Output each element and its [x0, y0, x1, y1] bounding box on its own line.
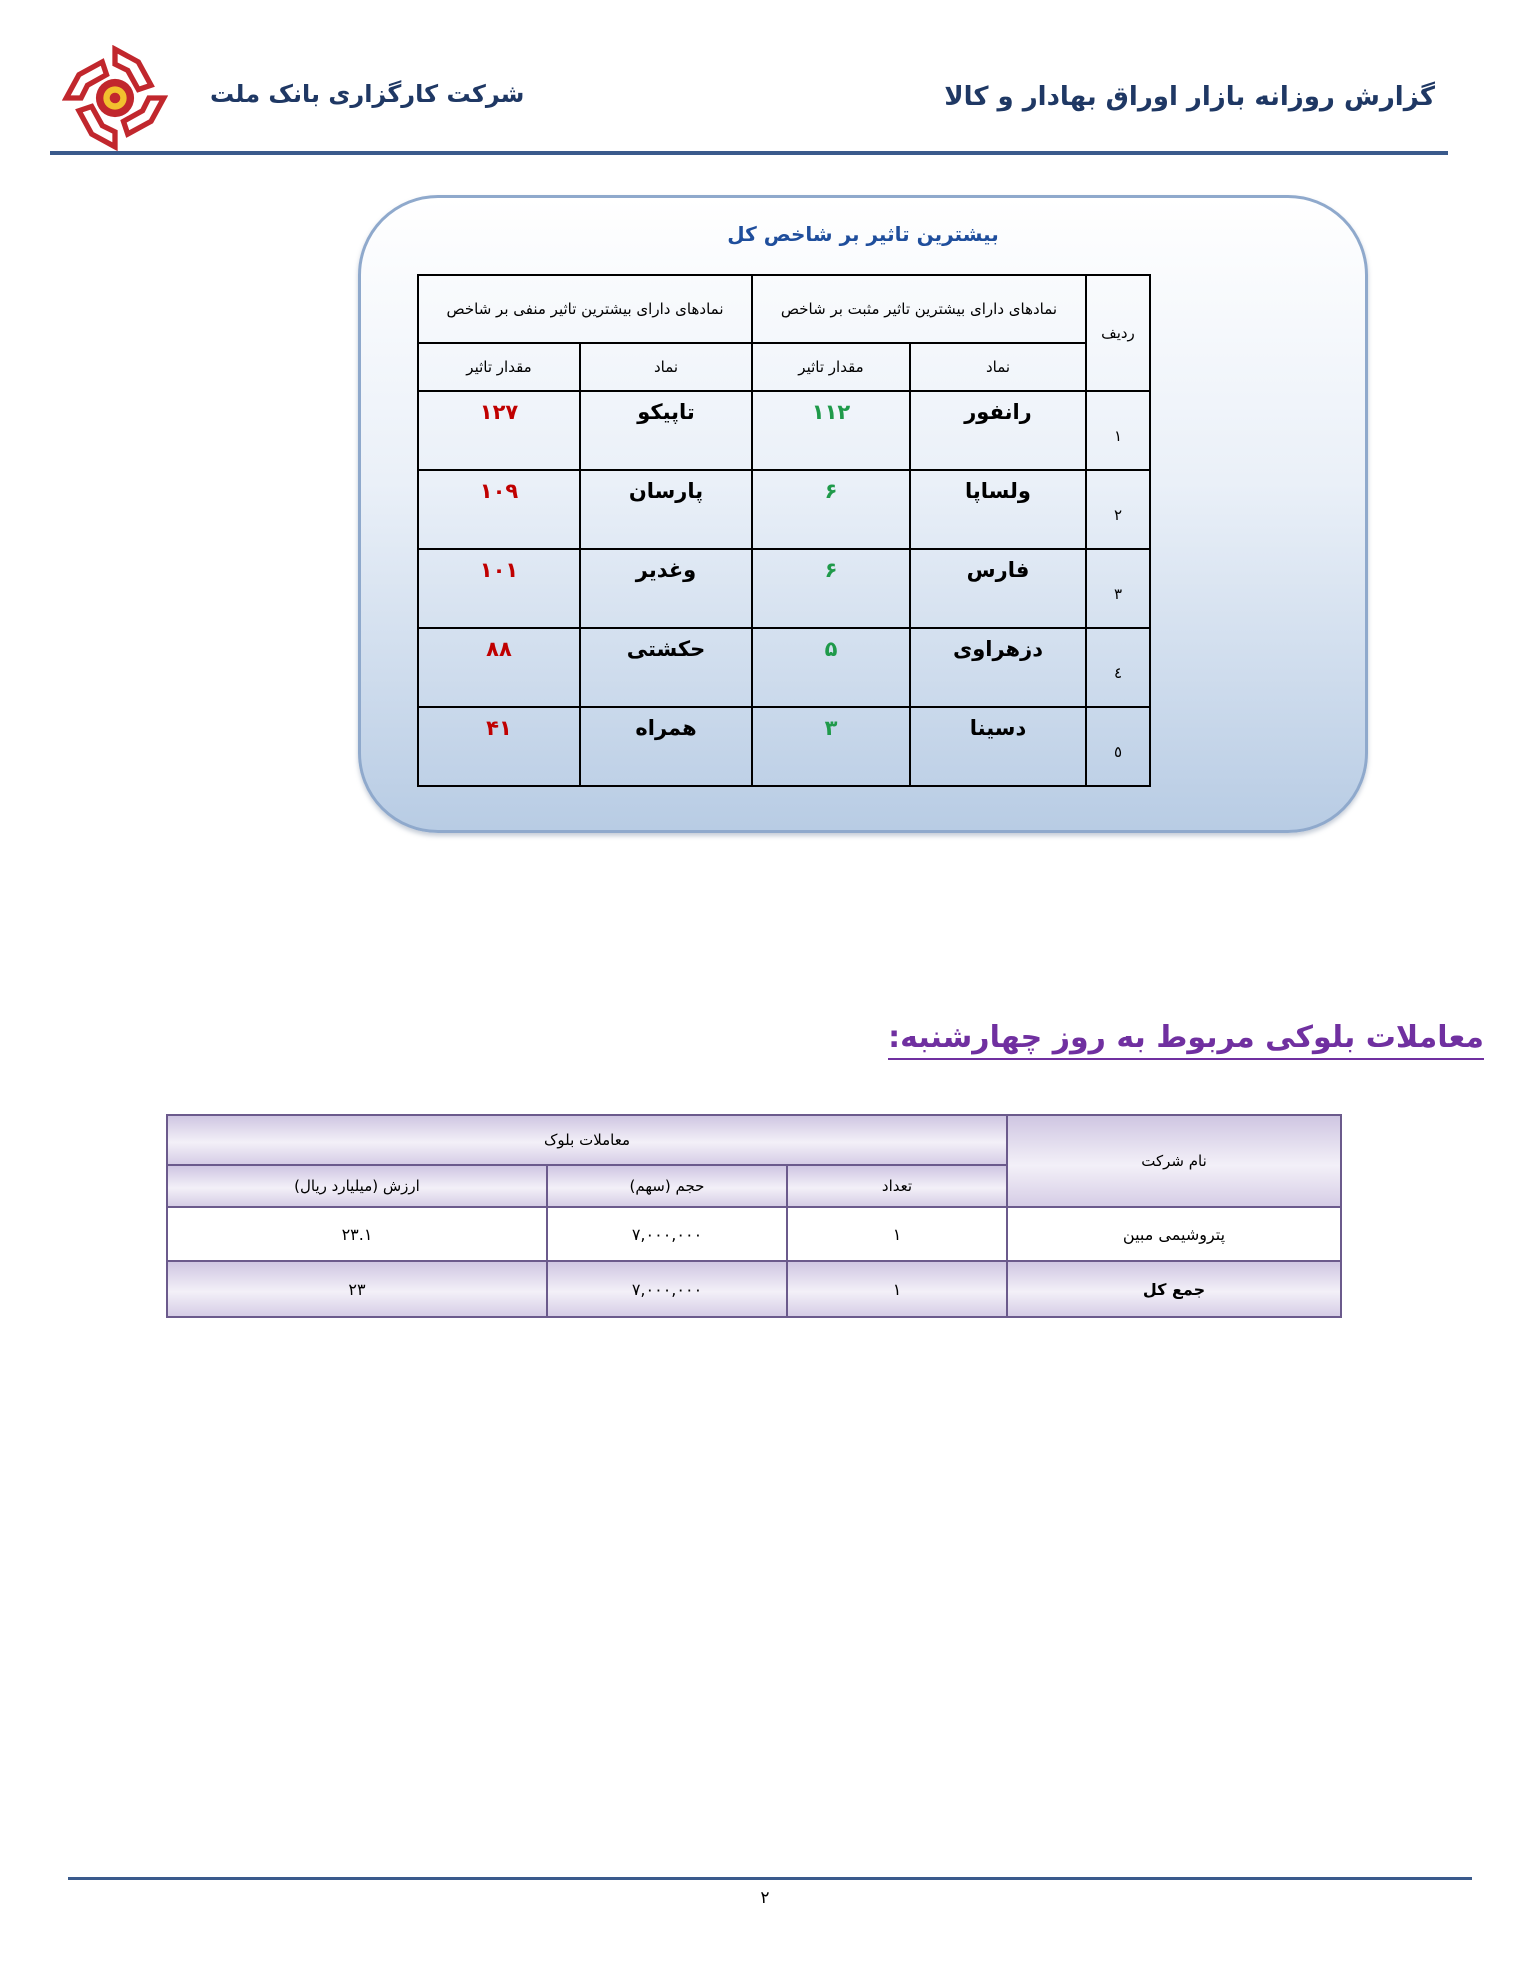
negative-impact-header: مقدار تاثیر: [418, 343, 580, 391]
positive-symbol-cell: دزهراوی: [910, 628, 1086, 707]
total-label: جمع کل: [1007, 1261, 1341, 1317]
negative-value-cell: ۱۰۹: [418, 470, 580, 549]
index-impact-panel: [358, 195, 1368, 833]
rank-cell: ٤: [1086, 628, 1150, 707]
value-cell: ۲۳.۱: [167, 1207, 547, 1261]
index-impact-table: [417, 274, 1151, 787]
company-name: شرکت کارگزاری بانک ملت: [210, 80, 525, 108]
negative-value-cell: ۴۱: [418, 707, 580, 786]
block-trades-table: [166, 1114, 1342, 1318]
block-trades-heading: معاملات بلوکی مربوط به روز چهارشنبه:: [888, 1018, 1484, 1060]
positive-value-cell: ۱۱۲: [752, 391, 910, 470]
negative-symbol-cell: همراه: [580, 707, 752, 786]
positive-symbol-cell: رانفور: [910, 391, 1086, 470]
negative-symbol-cell: وغدیر: [580, 549, 752, 628]
negative-value-cell: ۸۸: [418, 628, 580, 707]
positive-value-cell: ۵: [752, 628, 910, 707]
negative-symbol-cell: تاپیکو: [580, 391, 752, 470]
positive-group-header: نمادهای دارای بیشترین تاثیر مثبت بر شاخص: [752, 275, 1086, 343]
table-row: [418, 391, 1150, 470]
positive-symbol-cell: ولساپا: [910, 470, 1086, 549]
index-impact-title: بیشترین تاثیر بر شاخص کل: [727, 222, 999, 246]
positive-value-cell: ۳: [752, 707, 910, 786]
report-title: گزارش روزانه بازار اوراق بهادار و کالا: [944, 82, 1435, 112]
negative-symbol-cell: پارسان: [580, 470, 752, 549]
negative-group-header: نمادهای دارای بیشترین تاثیر منفی بر شاخص: [418, 275, 752, 343]
total-row: [167, 1261, 1341, 1317]
footer-divider: [68, 1877, 1472, 1880]
col-rank-header: ردیف: [1086, 275, 1150, 391]
negative-symbol-header: نماد: [580, 343, 752, 391]
volume-cell: ۷,۰۰۰,۰۰۰: [547, 1207, 787, 1261]
count-header: تعداد: [787, 1165, 1007, 1207]
total-volume: ۷,۰۰۰,۰۰۰: [547, 1261, 787, 1317]
page-number: ۲: [760, 1888, 770, 1908]
positive-impact-header: مقدار تاثیر: [752, 343, 910, 391]
table-row: [418, 628, 1150, 707]
negative-value-cell: ۱۲۷: [418, 391, 580, 470]
table-row: [418, 707, 1150, 786]
table-row: [167, 1207, 1341, 1261]
positive-symbol-cell: دسینا: [910, 707, 1086, 786]
negative-symbol-cell: حکشتی: [580, 628, 752, 707]
value-header: ارزش (میلیارد ریال): [167, 1165, 547, 1207]
bank-mellat-logo-icon: [62, 45, 168, 151]
positive-symbol-cell: فارس: [910, 549, 1086, 628]
block-group-header: معاملات بلوک: [167, 1115, 1007, 1165]
table-row: [418, 549, 1150, 628]
volume-header: حجم (سهم): [547, 1165, 787, 1207]
rank-cell: ٥: [1086, 707, 1150, 786]
negative-value-cell: ۱۰۱: [418, 549, 580, 628]
rank-cell: ۲: [1086, 470, 1150, 549]
total-value: ۲۳: [167, 1261, 547, 1317]
table-row: [418, 470, 1150, 549]
positive-value-cell: ۶: [752, 470, 910, 549]
rank-cell: ۳: [1086, 549, 1150, 628]
total-count: ۱: [787, 1261, 1007, 1317]
company-header: نام شرکت: [1007, 1115, 1341, 1207]
header-divider: [50, 151, 1448, 155]
positive-value-cell: ۶: [752, 549, 910, 628]
rank-cell: ۱: [1086, 391, 1150, 470]
company-cell: پتروشیمی مبین: [1007, 1207, 1341, 1261]
count-cell: ۱: [787, 1207, 1007, 1261]
positive-symbol-header: نماد: [910, 343, 1086, 391]
